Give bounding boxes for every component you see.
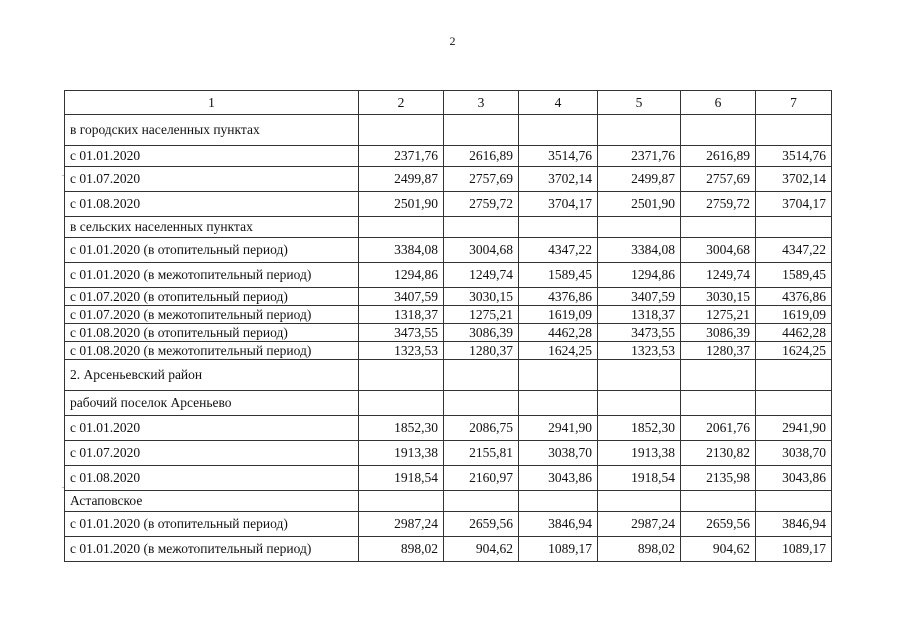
tariff-cell <box>519 491 598 512</box>
tariff-cell: 1249,74 <box>681 263 756 288</box>
tariff-cell: 2757,69 <box>681 167 756 192</box>
tariff-cell <box>444 115 519 146</box>
section-row <box>65 360 832 391</box>
tariff-cell: 3407,59 <box>598 288 681 306</box>
tariff-cell: 1323,53 <box>598 342 681 360</box>
tariff-cell: 4462,28 <box>756 324 832 342</box>
tariff-cell: 2659,56 <box>681 512 756 537</box>
tariff-cell: 2501,90 <box>359 192 444 217</box>
tariff-cell: 2130,82 <box>681 441 756 466</box>
tariff-cell: 1624,25 <box>519 342 598 360</box>
tariff-cell: 4376,86 <box>519 288 598 306</box>
table-row <box>65 416 832 441</box>
tariff-cell: 3704,17 <box>756 192 832 217</box>
tariff-cell: 1913,38 <box>598 441 681 466</box>
tariff-cell: 898,02 <box>359 537 444 562</box>
table-row <box>65 238 832 263</box>
table-row <box>65 342 832 360</box>
tariff-cell <box>519 360 598 391</box>
tariff-cell: 1323,53 <box>359 342 444 360</box>
row-label: с 01.01.2020 (в отопительный период) <box>65 238 359 263</box>
table-row <box>65 324 832 342</box>
table-row <box>65 466 832 491</box>
tariff-cell: 2371,76 <box>359 146 444 167</box>
tariff-cell <box>359 217 444 238</box>
tariff-cell <box>444 491 519 512</box>
page-number: 2 <box>449 34 456 48</box>
table-row <box>65 537 832 562</box>
tariff-cell <box>681 391 756 416</box>
tariff-cell: 3030,15 <box>444 288 519 306</box>
section-row <box>65 115 832 146</box>
tariff-cell: 3004,68 <box>444 238 519 263</box>
tariff-cell: 2616,89 <box>681 146 756 167</box>
table-row <box>65 306 832 324</box>
table-row <box>65 146 832 167</box>
column-header: 1 <box>65 91 359 115</box>
table-row <box>65 167 832 192</box>
tariff-cell <box>598 491 681 512</box>
section-row <box>65 391 832 416</box>
tariff-cell: 1280,37 <box>681 342 756 360</box>
tariff-cell <box>598 115 681 146</box>
row-label: с 01.08.2020 <box>65 466 359 491</box>
tariff-cell <box>519 115 598 146</box>
row-label: с 01.01.2020 (в отопительный период) <box>65 512 359 537</box>
row-label: с 01.01.2020 (в межотопительный период) <box>65 263 359 288</box>
tariff-cell: 4347,22 <box>756 238 832 263</box>
table-row <box>65 288 832 306</box>
tariff-cell: 1089,17 <box>519 537 598 562</box>
tariff-cell <box>444 217 519 238</box>
tariff-cell: 904,62 <box>444 537 519 562</box>
tariff-cell: 2135,98 <box>681 466 756 491</box>
tariff-cell: 1619,09 <box>519 306 598 324</box>
row-label: с 01.01.2020 <box>65 416 359 441</box>
tariff-cell: 904,62 <box>681 537 756 562</box>
tariff-cell <box>359 391 444 416</box>
table-row <box>65 263 832 288</box>
tariff-cell: 2499,87 <box>598 167 681 192</box>
row-label: с 01.08.2020 (в отопительный период) <box>65 324 359 342</box>
tariff-cell: 2616,89 <box>444 146 519 167</box>
tariff-cell: 1852,30 <box>359 416 444 441</box>
tariff-cell <box>598 360 681 391</box>
tariff-cell: 4376,86 <box>756 288 832 306</box>
section-label: в сельских населенных пунктах <box>65 217 359 238</box>
tariff-cell: 1918,54 <box>598 466 681 491</box>
header-row <box>65 91 832 115</box>
tariff-cell: 1318,37 <box>598 306 681 324</box>
column-header: 3 <box>444 91 519 115</box>
tariff-cell: 3704,17 <box>519 192 598 217</box>
tariff-cell: 3086,39 <box>444 324 519 342</box>
tariff-cell: 3473,55 <box>359 324 444 342</box>
tariff-cell: 2987,24 <box>359 512 444 537</box>
tariff-cell: 3030,15 <box>681 288 756 306</box>
section-label: рабочий поселок Арсеньево <box>65 391 359 416</box>
tariff-cell: 3514,76 <box>756 146 832 167</box>
tariff-cell <box>359 115 444 146</box>
tariff-cell: 3407,59 <box>359 288 444 306</box>
tariff-cell <box>359 491 444 512</box>
tariff-cell: 3514,76 <box>519 146 598 167</box>
tariff-cell: 3846,94 <box>756 512 832 537</box>
tariff-table <box>64 90 832 562</box>
tariff-cell: 1589,45 <box>756 263 832 288</box>
tariff-cell <box>519 391 598 416</box>
tariff-cell: 2501,90 <box>598 192 681 217</box>
column-header: 6 <box>681 91 756 115</box>
tariff-cell: 2371,76 <box>598 146 681 167</box>
tariff-cell <box>681 491 756 512</box>
tariff-cell: 1280,37 <box>444 342 519 360</box>
tariff-cell: 2941,90 <box>519 416 598 441</box>
tariff-cell: 3473,55 <box>598 324 681 342</box>
tariff-cell: 3043,86 <box>756 466 832 491</box>
row-label: с 01.08.2020 (в межотопительный период) <box>65 342 359 360</box>
section-label: Астаповское <box>65 491 359 512</box>
tariff-cell <box>756 360 832 391</box>
tariff-cell: 4347,22 <box>519 238 598 263</box>
tariff-cell: 2941,90 <box>756 416 832 441</box>
tariff-cell <box>598 391 681 416</box>
tariff-cell: 1089,17 <box>756 537 832 562</box>
row-label: с 01.08.2020 <box>65 192 359 217</box>
column-header: 7 <box>756 91 832 115</box>
tariff-cell: 2659,56 <box>444 512 519 537</box>
tariff-cell <box>756 217 832 238</box>
table-body <box>65 115 832 562</box>
tariff-cell: 1918,54 <box>359 466 444 491</box>
tariff-cell <box>756 391 832 416</box>
tariff-cell: 3702,14 <box>519 167 598 192</box>
tariff-cell: 2061,76 <box>681 416 756 441</box>
tariff-cell: 2757,69 <box>444 167 519 192</box>
tariff-cell: 1619,09 <box>756 306 832 324</box>
row-label: с 01.01.2020 <box>65 146 359 167</box>
tariff-cell: 3038,70 <box>519 441 598 466</box>
tariff-cell: 1275,21 <box>444 306 519 324</box>
section-row <box>65 491 832 512</box>
tariff-cell: 1913,38 <box>359 441 444 466</box>
tariff-cell <box>681 360 756 391</box>
tariff-cell: 1294,86 <box>598 263 681 288</box>
row-label: с 01.07.2020 (в отопительный период) <box>65 288 359 306</box>
tariff-cell: 2086,75 <box>444 416 519 441</box>
tariff-cell: 4462,28 <box>519 324 598 342</box>
tariff-cell: 1318,37 <box>359 306 444 324</box>
row-label: с 01.07.2020 <box>65 167 359 192</box>
table-row <box>65 192 832 217</box>
tariff-cell: 1624,25 <box>756 342 832 360</box>
tariff-cell: 3043,86 <box>519 466 598 491</box>
tariff-cell: 3702,14 <box>756 167 832 192</box>
column-header: 5 <box>598 91 681 115</box>
tariff-cell: 3846,94 <box>519 512 598 537</box>
tariff-cell: 2759,72 <box>444 192 519 217</box>
tariff-cell <box>444 360 519 391</box>
tariff-cell: 2759,72 <box>681 192 756 217</box>
table-row <box>65 512 832 537</box>
tariff-cell: 3384,08 <box>598 238 681 263</box>
tariff-cell: 2499,87 <box>359 167 444 192</box>
tariff-cell: 2987,24 <box>598 512 681 537</box>
row-label: с 01.07.2020 <box>65 441 359 466</box>
tariff-cell: 3384,08 <box>359 238 444 263</box>
column-header: 4 <box>519 91 598 115</box>
tariff-cell: 3038,70 <box>756 441 832 466</box>
tariff-cell: 1589,45 <box>519 263 598 288</box>
tariff-cell: 1294,86 <box>359 263 444 288</box>
row-label: с 01.01.2020 (в межотопительный период) <box>65 537 359 562</box>
tariff-cell <box>681 115 756 146</box>
tariff-cell: 1852,30 <box>598 416 681 441</box>
tariff-cell: 2160,97 <box>444 466 519 491</box>
tariff-cell: 898,02 <box>598 537 681 562</box>
tariff-cell <box>756 115 832 146</box>
section-row <box>65 217 832 238</box>
tariff-cell: 3086,39 <box>681 324 756 342</box>
section-label: в городских населенных пунктах <box>65 115 359 146</box>
tariff-cell: 3004,68 <box>681 238 756 263</box>
tariff-cell: 2155,81 <box>444 441 519 466</box>
tariff-cell <box>598 217 681 238</box>
tariff-cell <box>756 491 832 512</box>
tariff-cell <box>681 217 756 238</box>
tariff-cell <box>359 360 444 391</box>
tariff-cell <box>444 391 519 416</box>
table-row <box>65 441 832 466</box>
tariff-cell: 1275,21 <box>681 306 756 324</box>
tariff-cell: 1249,74 <box>444 263 519 288</box>
row-label: с 01.07.2020 (в межотопительный период) <box>65 306 359 324</box>
tariff-cell <box>519 217 598 238</box>
section-label: 2. Арсеньевский район <box>65 360 359 391</box>
column-header: 2 <box>359 91 444 115</box>
